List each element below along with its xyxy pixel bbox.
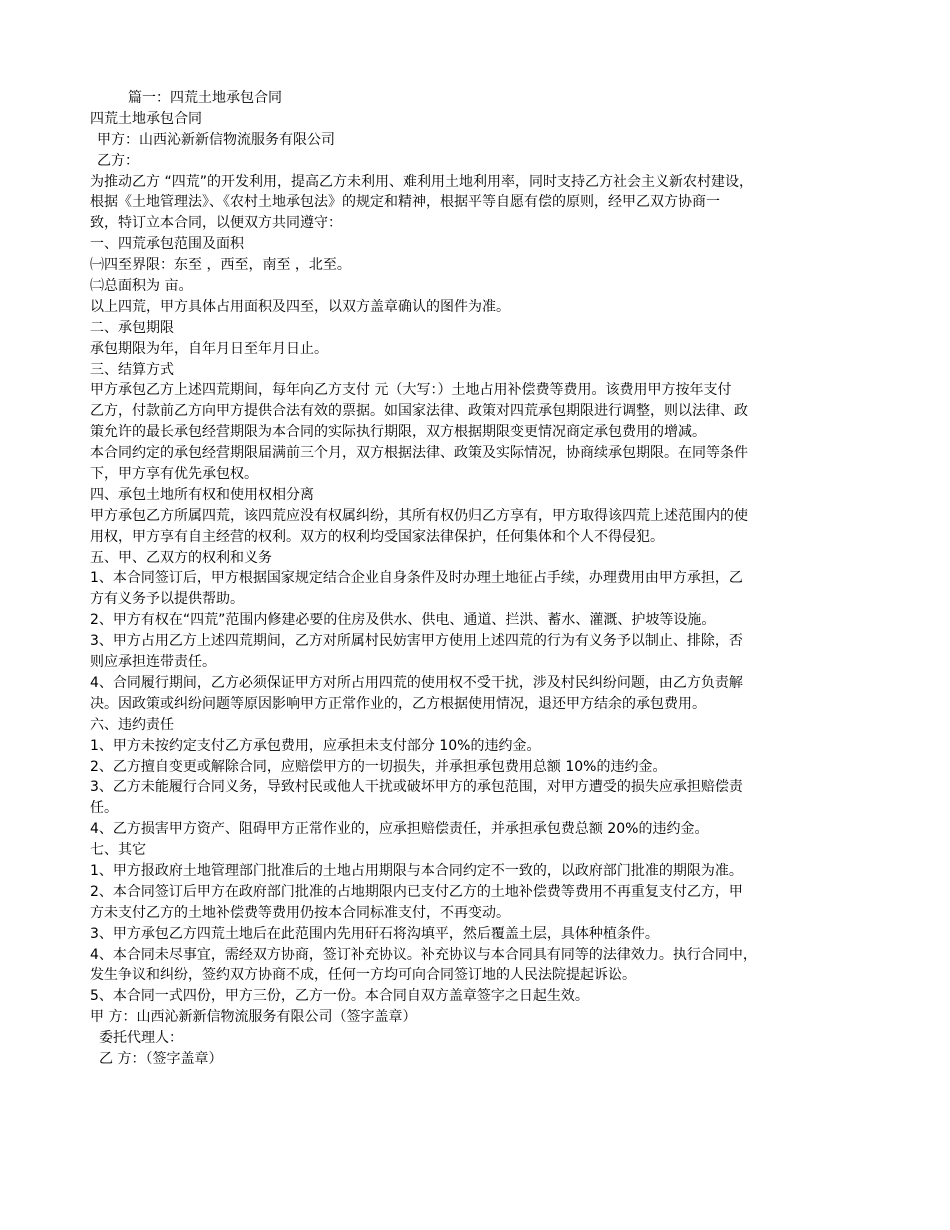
document-heading: 篇一：四荒土地承包合同	[128, 90, 282, 106]
body-line: ㈡总面积为 亩。	[90, 278, 193, 295]
body-line: 2、本合同签订后甲方在政府部门批准的占地期限内已支付乙方的土地补偿费等费用不再重复支付乙方，甲	[90, 883, 743, 900]
body-line: 本合同约定的承包经营期限届满前三个月，双方根据法律、政策及实际情况，协商续承包期限。在同等条件	[90, 445, 748, 462]
body-line: 则应承担连带责任。	[90, 654, 216, 671]
body-line: 2、乙方擅自变更或解除合同，应赔偿甲方的一切损失，并承担承包费用总额 10%的违约金。	[90, 758, 667, 775]
body-line: 3、甲方承包乙方四荒土地后在此范围内先用矸石将沟填平，然后覆盖土层，具体种植条件。	[90, 925, 659, 942]
body-line: 甲方承包乙方所属四荒，该四荒应没有权属纠纷，其所有权仍归乙方享有，甲方取得该四荒上述范围内的使	[90, 507, 748, 524]
body-line: 决。因政策或纠纷问题等原因影响甲方正常作业的，乙方根据使用情况，退还甲方结余的承包费用。	[90, 695, 706, 712]
body-line: 4、乙方损害甲方资产、阻碍甲方正常作业的，应承担赔偿责任，并承担承包费总额 20%的违约金。	[90, 821, 709, 838]
body-line: 七、其它	[90, 842, 146, 859]
body-line: 承包期限为年，自年月日至年月日止。	[90, 340, 328, 357]
contract-title: 四荒土地承包合同	[90, 110, 202, 127]
body-line: 2、甲方有权在“四荒”范围内修建必要的住房及供水、供电、通道、拦洪、蓄水、灌溉、护坡等设施。	[90, 612, 716, 629]
signature-party-b: 乙 方：（签字盖章）	[99, 1050, 223, 1067]
body-line: 3、乙方未能履行合同义务，导致村民或他人干扰或破坏甲方的承包范围，对甲方遭受的损失应承担赔偿责	[90, 779, 743, 796]
body-line: 乙方，付款前乙方向甲方提供合法有效的票据。如国家法律、政策对四荒承包期限进行调整，则以法律、政	[90, 403, 748, 420]
body-line: 四、承包土地所有权和使用权相分离	[90, 486, 314, 503]
body-line: 1、甲方报政府土地管理部门批准后的土地占用期限与本合同约定不一致的，以政府部门批准的期限为准。	[90, 862, 743, 879]
body-line: 以上四荒，甲方具体占用面积及四至，以双方盖章确认的图件为准。	[90, 298, 510, 315]
body-line: 一、四荒承包范围及面积	[90, 236, 244, 253]
body-line: 致，特订立本合同，以便双方共同遵守：	[90, 215, 342, 232]
body-line: 4、合同履行期间，乙方必须保证甲方对所占用四荒的使用权不受干扰，涉及村民纠纷问题，由乙方负责解	[90, 674, 743, 691]
body-line: 4、本合同未尽事宜，需经双方协商，签订补充协议。补充协议与本合同具有同等的法律效力。执行合同中，	[90, 946, 757, 963]
body-line: 为推动乙方 “四荒”的开发利用，提高乙方未利用、难利用土地利用率，同时支持乙方社会主义新农村建设，	[90, 173, 753, 190]
body-line: 六、违约责任	[90, 716, 174, 733]
body-line: 3、甲方占用乙方上述四荒期间，乙方对所属村民妨害甲方使用上述四荒的行为有义务予以制止、排除，否	[90, 633, 743, 650]
body-line: 三、结算方式	[90, 361, 174, 378]
body-line: 策允许的最长承包经营期限为本合同的实际执行期限，双方根据期限变更情况商定承包费用的增减。	[90, 424, 706, 441]
signature-agent: 委托代理人：	[99, 1030, 183, 1047]
body-line: 用权，甲方享有自主经营的权利。双方的权利均受国家法律保护，任何集体和个人不得侵犯。	[90, 528, 664, 545]
body-line: 方有义务予以提供帮助。	[90, 591, 244, 608]
contract-body	[90, 172, 870, 1008]
body-line: 下，甲方享有优先承包权。	[90, 466, 258, 483]
body-line: 甲方承包乙方上述四荒期间，每年向乙方支付 元（大写：）土地占用补偿费等费用。该费用甲方按年支付	[90, 382, 732, 399]
body-line: 二、承包期限	[90, 319, 174, 336]
body-line: 方未支付乙方的土地补偿费等费用仍按本合同标准支付，不再变动。	[90, 904, 510, 921]
party-b-line: 乙方：	[97, 152, 139, 169]
contract-document	[90, 88, 870, 1070]
body-line: 5、本合同一式四份，甲方三份，乙方一份。本合同自双方盖章签字之日起生效。	[90, 988, 589, 1005]
body-line: 1、甲方未按约定支付乙方承包费用，应承担未支付部分 10%的违约金。	[90, 737, 541, 754]
party-a-line: 甲方：山西沁新新信物流服务有限公司	[97, 131, 335, 148]
body-line: 1、本合同签订后，甲方根据国家规定结合企业自身条件及时办理土地征占手续，办理费用由甲方承担，乙	[90, 570, 743, 587]
body-line: 发生争议和纠纷，签约双方协商不成，任何一方均可向合同签订地的人民法院提起诉讼。	[90, 967, 636, 984]
signature-party-a: 甲 方：山西沁新新信物流服务有限公司（签字盖章）	[90, 1009, 417, 1026]
body-line: 根据《土地管理法》、《农村土地承包法》的规定和精神，根据平等自愿有偿的原则，经甲乙双方协商一	[90, 194, 720, 211]
body-line: 任。	[90, 800, 118, 817]
body-line: ㈠四至界限：东至 ，西至，南至 ，北至。	[90, 257, 351, 274]
body-line: 五、甲、乙双方的权利和义务	[90, 549, 272, 566]
